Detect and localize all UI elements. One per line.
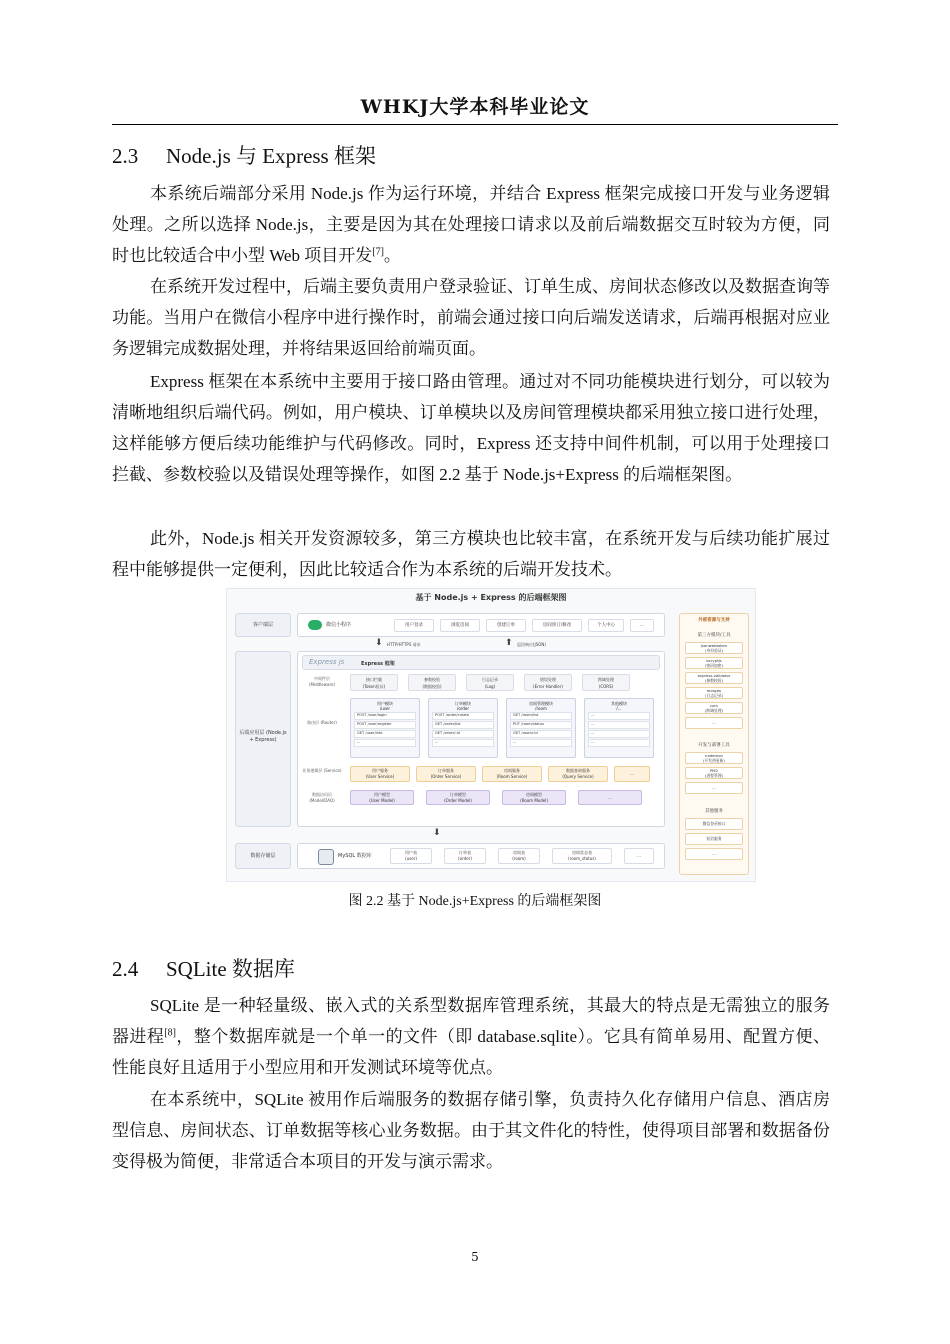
client-tab: 用户登录 bbox=[394, 619, 434, 632]
side-panel-title: 外部资源与支持 bbox=[698, 618, 730, 623]
tool-item: ... bbox=[685, 717, 743, 729]
middleware-label: 中间件层 (Middleware) bbox=[308, 676, 336, 687]
service-box: 数据查询服务 (Query Service) bbox=[548, 766, 608, 782]
table-box: 房间表 (room) bbox=[498, 848, 540, 864]
arrow-down-icon: ⬇ bbox=[433, 828, 441, 838]
express-logo: Express js bbox=[309, 658, 345, 666]
mini-program-label: 微信小程序 bbox=[326, 622, 352, 628]
tool-item: PM2 (进程管理) bbox=[685, 767, 743, 779]
tool-item: jsonwebtoken (身份验证) bbox=[685, 642, 743, 654]
middleware-box: 跨域处理 (CORS) bbox=[582, 674, 630, 691]
header-rule bbox=[112, 124, 838, 125]
table-box: 订单表 (order) bbox=[444, 848, 486, 864]
database-label: MySQL 数据库 bbox=[338, 853, 372, 859]
external-resources-panel bbox=[679, 613, 749, 875]
middleware-box: 日志记录 (Log) bbox=[466, 674, 514, 691]
arrow-up-icon: ⬆ bbox=[505, 638, 513, 648]
arrow-down-icon: ⬇ bbox=[375, 638, 383, 648]
citation: [8] bbox=[164, 1027, 176, 1039]
paragraph: 此外，Node.js 相关开发资源较多，第三方模块也比较丰富，在系统开发与后续功能扩展过程中能够提供一定便利，因此比较适合作为本系统的后端开发技术。 bbox=[112, 529, 830, 579]
client-tab: 创建订单 bbox=[486, 619, 526, 632]
tool-item: express-validator (参数校验) bbox=[685, 672, 743, 684]
side-group-title: 开发与部署工具 bbox=[698, 743, 730, 748]
section-title: SQLite 数据库 bbox=[166, 957, 295, 981]
tool-item: cors (跨域处理) bbox=[685, 702, 743, 714]
diagram-title: 基于 Node.js + Express 的后端框架图 bbox=[415, 593, 567, 602]
layer-name: 客户端层 bbox=[252, 622, 273, 628]
tool-item: 微信登录接口 bbox=[685, 818, 743, 830]
figure-caption: 图 2.2 基于 Node.js+Express 的后端框架图 bbox=[348, 894, 602, 909]
page-header: WHKJ大学本科毕业论文 bbox=[360, 96, 590, 118]
route-module: 房间管理模块 /room GET /room/list PUT /room/status GET /room/:id ... bbox=[506, 698, 576, 758]
middleware-box: 错误处理 (Error Handler) bbox=[524, 674, 572, 691]
paragraph bbox=[112, 178, 830, 271]
model-box: 房间模型 (Room Model) bbox=[502, 790, 566, 805]
paragraph bbox=[112, 990, 830, 1083]
route-module: 用户模块 /user POST /user/login POST /user/register GET /user/info ... bbox=[350, 698, 420, 758]
paragraph-text: 。 bbox=[383, 246, 401, 265]
database-icon bbox=[318, 849, 334, 865]
express-header bbox=[302, 655, 660, 670]
express-label: Express 框架 bbox=[361, 661, 395, 667]
client-tab: 房间预订/修改 bbox=[532, 619, 582, 632]
layer-name: 数据存储层 bbox=[250, 853, 276, 859]
tool-item: ... bbox=[685, 848, 743, 860]
section-number: 2.4 bbox=[112, 957, 139, 981]
model-box: 订单模型 (Order Model) bbox=[426, 790, 490, 805]
section-title: Node.js 与 Express 框架 bbox=[166, 144, 376, 168]
wechat-icon bbox=[308, 620, 322, 630]
service-label: 业务逻辑层 (Service) bbox=[302, 768, 342, 773]
architecture-diagram bbox=[226, 588, 756, 882]
section-heading-2-3 bbox=[112, 140, 376, 170]
paragraph: 在系统开发过程中，后端主要负责用户登录验证、订单生成、房间状态修改以及数据查询等功能。当用户在微信小程序中进行操作时，前端会通过接口向后端发送请求，后端再根据对应业务逻辑完成数据处理，并将结果返回给前端页面。 bbox=[112, 277, 830, 358]
route-module: 其他模块 /... ... ... ... ... bbox=[584, 698, 654, 758]
tool-item: 短信服务 bbox=[685, 833, 743, 845]
tool-item: morgan (日志记录) bbox=[685, 687, 743, 699]
request-arrow-label: HTTP/HTTPS 请求 bbox=[387, 642, 421, 647]
middleware-box: 接口拦截 (Token验证) bbox=[350, 674, 398, 691]
client-tab: 个人中心 bbox=[588, 619, 624, 632]
storage-layer-box bbox=[297, 843, 665, 869]
tool-item: ... bbox=[685, 782, 743, 794]
side-group-title: 其他服务 bbox=[705, 809, 723, 814]
tool-item: nodemon (开发热更新) bbox=[685, 752, 743, 764]
paragraph-text: SQLite 是一种轻量级、嵌入式的关系型数据库管理系统，其最大的特点是无需独立的服务器进程 bbox=[112, 996, 830, 1046]
paragraph: Express 框架在本系统中主要用于接口路由管理。通过对不同功能模块进行划分，可以较为清晰地组织后端代码。例如，用户模块、订单模块以及房间管理模块都采用独立接口进行处理，这样能够方便后续功能维护与代码修改。同时，Express 还支持中间件机制，可以用于处理接口拦截、参数校验以及错误处理等操作，如图 2.2 基于 Node.js+Express 的后端框架图。 bbox=[112, 372, 830, 484]
paragraph-text: 本系统后端部分采用 Node.js 作为运行环境，并结合 Express 框架完成接口开发与业务逻辑处理。之所以选择 Node.js，主要是因为其在处理接口请求以及前后端数据交互时较为方便，同时也比较适合中小型 Web 项目开发 bbox=[112, 184, 830, 265]
section-heading-2-4 bbox=[112, 953, 295, 983]
service-box: 用户服务 (User Service) bbox=[350, 766, 410, 782]
client-tab: 浏览房间 bbox=[440, 619, 480, 632]
service-box: 房间服务 (Room Service) bbox=[482, 766, 542, 782]
page-number: 5 bbox=[471, 1250, 479, 1264]
router-label: 路由层 (Router) bbox=[307, 720, 337, 725]
client-layer-box bbox=[297, 613, 665, 637]
model-box: ... bbox=[578, 790, 642, 805]
table-box: 房间状态表 (room_status) bbox=[552, 848, 612, 864]
middleware-box: 参数校验 (数据校验) bbox=[408, 674, 456, 691]
section-number: 2.3 bbox=[112, 144, 139, 168]
response-arrow-label: 返回响应(JSON) bbox=[517, 642, 546, 647]
service-box: ... bbox=[614, 766, 650, 782]
service-box: 订单服务 (Order Service) bbox=[416, 766, 476, 782]
side-group-title: 第三方模块/工具 bbox=[697, 633, 731, 638]
route-module: 订单模块 /order POST /order/create GET /order/list GET /order/:id ... bbox=[428, 698, 498, 758]
express-framework-box bbox=[297, 651, 665, 827]
paragraph: 在本系统中，SQLite 被用作后端服务的数据存储引擎，负责持久化存储用户信息、酒店房型信息、房间状态、订单数据等核心业务数据。由于其文件化的特性，使得项目部署和数据备份变得极为简便，非常适合本项目的开发与演示需求。 bbox=[112, 1090, 830, 1171]
client-tab: ... bbox=[630, 619, 654, 632]
table-box: 用户表 (user) bbox=[390, 848, 432, 864]
layer-name: 后端应用层 (Node.js + Express) bbox=[239, 730, 287, 743]
app-layer-label bbox=[235, 651, 291, 827]
storage-layer-label bbox=[235, 843, 291, 869]
table-box: ... bbox=[624, 848, 654, 864]
client-layer-label bbox=[235, 613, 291, 637]
dao-label: 数据访问层 (Model/DAO) bbox=[309, 792, 335, 803]
paragraph-text: ，整个数据库就是一个单一的文件（即 database.sqlite）。它具有简单易用、配置方便、性能良好且适用于小型应用和开发测试环境等优点。 bbox=[112, 1027, 830, 1077]
tool-item: bcryptjs (密码加密) bbox=[685, 657, 743, 669]
model-box: 用户模型 (User Model) bbox=[350, 790, 414, 805]
citation: [7] bbox=[372, 246, 384, 258]
